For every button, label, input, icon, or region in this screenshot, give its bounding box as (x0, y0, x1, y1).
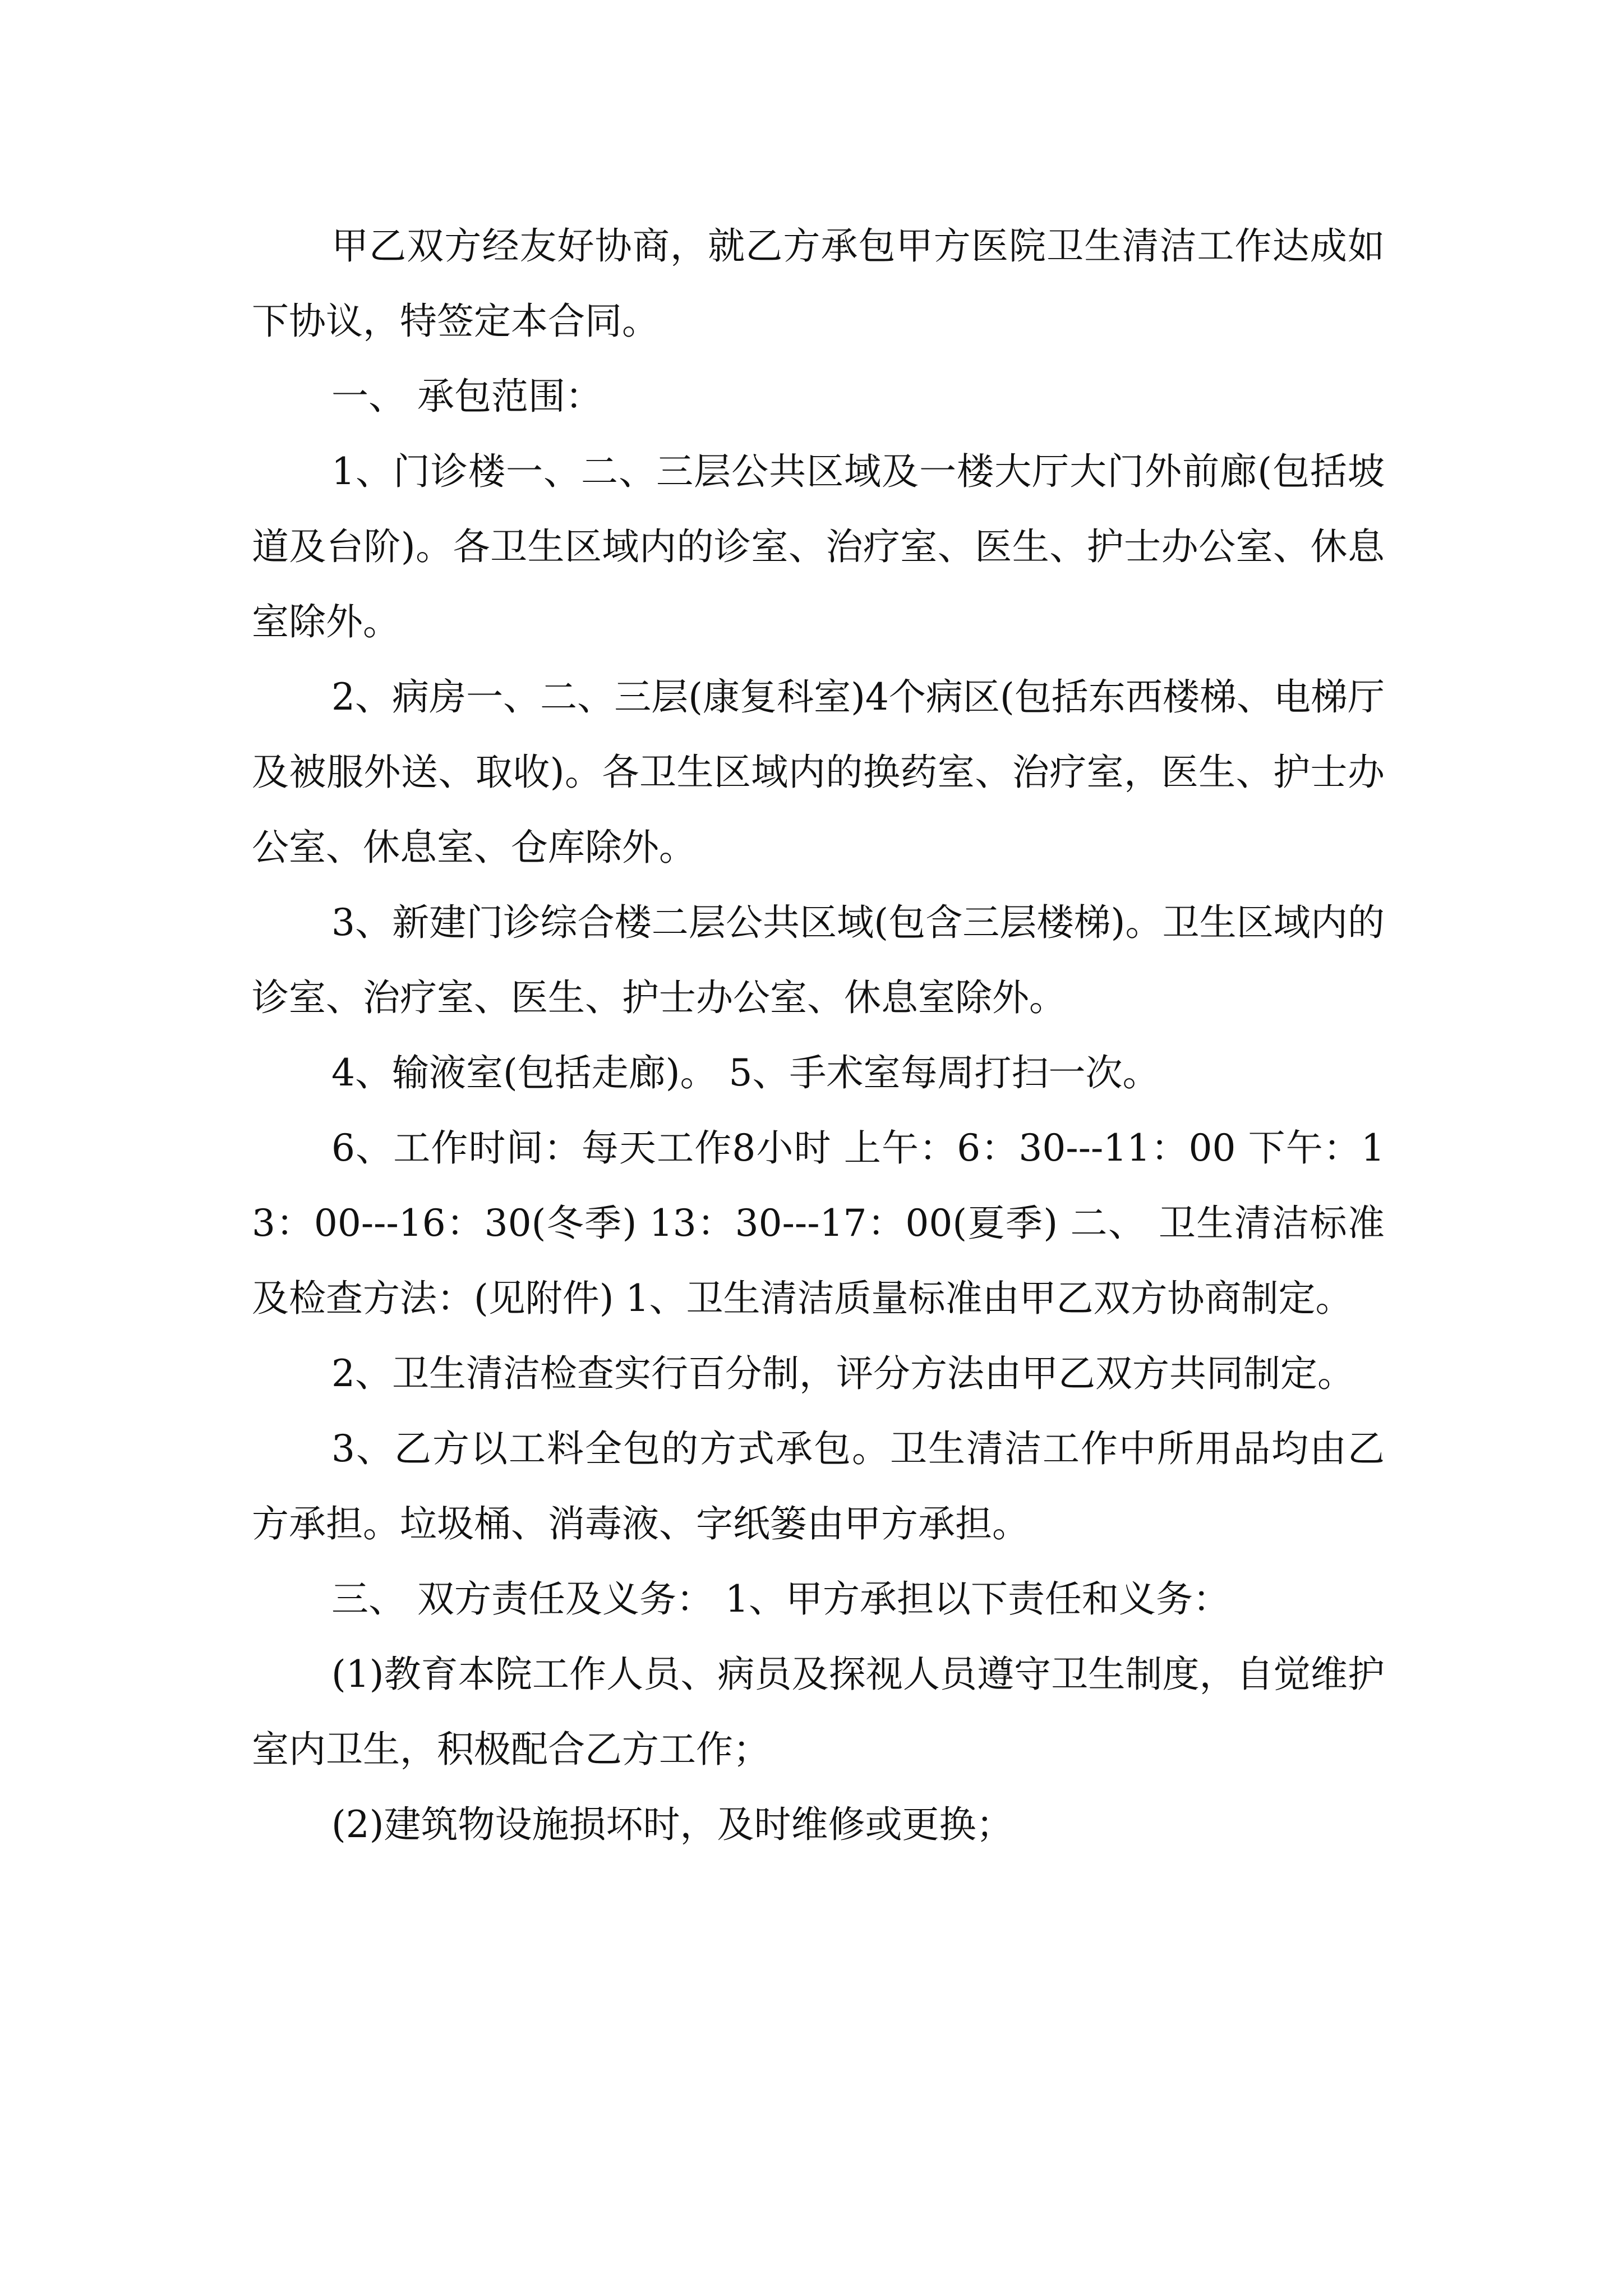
paragraph-contracting-method: 3、乙方以工料全包的方式承包。卫生清洁工作中所用品均由乙方承担。垃圾桶、消毒液、字纸篓由甲方承担。 (252, 1427, 1385, 1545)
paragraph-scope-item-1: 1、门诊楼一、二、三层公共区域及一楼大厅大门外前廊(包括坡道及台阶)。各卫生区域内的诊室、治疗室、医生、护士办公室、休息室除外。 (252, 450, 1385, 643)
paragraph-responsibility-1: (1)教育本院工作人员、病员及探视人员遵守卫生制度，自觉维护室内卫生，积极配合乙方工作； (252, 1653, 1385, 1771)
paragraph-work-hours-and-standards: 6、工作时间：每天工作8小时 上午：6：30---11：00 下午：13：00---16：30(冬季) 13：30---17：00(夏季) 二、 卫生清洁标准及检查方法：(见附件) 1、卫生清洁质量标准由甲乙双方协商制定。 (252, 1126, 1385, 1320)
paragraph-intro: 甲乙双方经友好协商，就乙方承包甲方医院卫生清洁工作达成如下协议，特签定本合同。 (252, 224, 1385, 343)
document-body (252, 209, 1385, 1862)
paragraph-responsibility-2: (2)建筑物设施损坏时，及时维修或更换； (331, 1803, 1013, 1846)
heading-contract-scope: 一、 承包范围： (331, 375, 602, 418)
paragraph-inspection-scoring: 2、卫生清洁检查实行百分制，评分方法由甲乙双方共同制定。 (331, 1352, 1354, 1395)
paragraph-scope-item-2: 2、病房一、二、三层(康复科室)4个病区(包括东西楼梯、电梯厅及被服外送、取收)。各卫生区域内的换药室、治疗室，医生、护士办公室、休息室、仓库除外。 (252, 675, 1385, 869)
heading-responsibilities: 三、 双方责任及义务： 1、甲方承担以下责任和义务： (331, 1577, 1230, 1621)
paragraph-scope-item-4-5: 4、输液室(包括走廊)。 5、手术室每周打扫一次。 (331, 1051, 1160, 1094)
paragraph-scope-item-3: 3、新建门诊综合楼二层公共区域(包含三层楼梯)。卫生区域内的诊室、治疗室、医生、护士办公室、休息室除外。 (252, 901, 1385, 1019)
